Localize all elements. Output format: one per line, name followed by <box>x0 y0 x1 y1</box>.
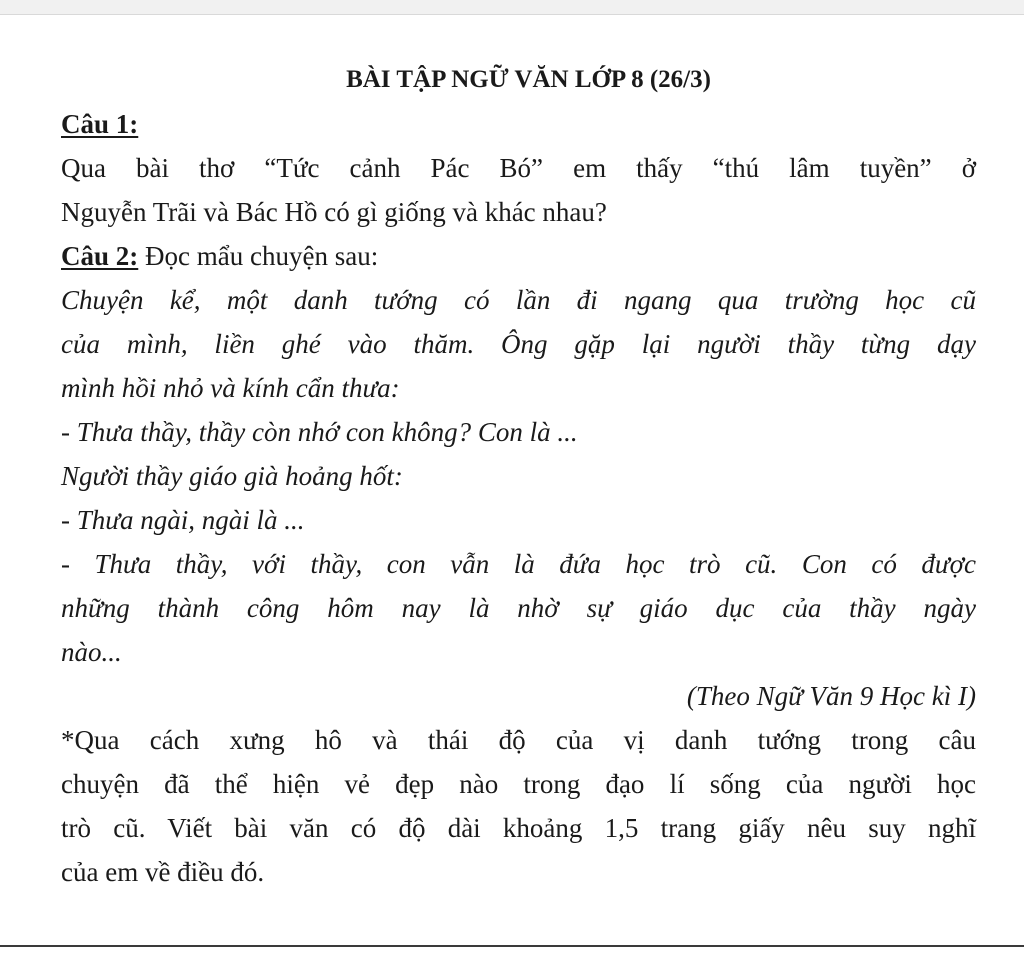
question-2-heading <box>61 234 976 278</box>
question-1-heading <box>61 102 976 146</box>
document-page <box>61 58 976 894</box>
story-line-5: Người thầy giáo già hoảng hốt: <box>61 461 403 491</box>
bottom-divider <box>0 945 1024 947</box>
story-source: (Theo Ngữ Văn 9 Học kì I) <box>686 681 976 711</box>
story-line-6: - Thưa ngài, ngài là ... <box>61 505 305 535</box>
question-1-label: Câu 1: <box>61 109 139 139</box>
story-line-8: những thành công hôm nay là nhờ sự giáo dục của thầy ngày <box>61 593 976 623</box>
task-line-3: trò cũ. Viết bài văn có độ dài khoảng 1,5 trang giấy nêu suy nghĩ <box>61 813 976 843</box>
story-line-3: mình hồi nhỏ và kính cẩn thưa: <box>61 373 400 403</box>
question-1-line-1: Qua bài thơ “Tức cảnh Pác Bó” em thấy “thú lâm tuyền” ở <box>61 153 976 183</box>
task-line-1: *Qua cách xưng hô và thái độ của vị danh tướng trong câu <box>61 725 976 755</box>
question-1-line-2: Nguyễn Trãi và Bác Hồ có gì giống và khác nhau? <box>61 197 607 227</box>
task-line-2: chuyện đã thể hiện vẻ đẹp nào trong đạo lí sống của người học <box>61 769 976 799</box>
document-title: BÀI TẬP NGỮ VĂN LỚP 8 (26/3) <box>346 66 711 93</box>
task-line-4: của em về điều đó. <box>61 857 265 887</box>
story-line-4: - Thưa thầy, thầy còn nhớ con không? Con là ... <box>61 417 578 447</box>
top-bar <box>0 0 1024 15</box>
question-2-label: Câu 2: <box>61 241 139 271</box>
story-line-2: của mình, liền ghé vào thăm. Ông gặp lại người thầy từng dạy <box>61 329 976 359</box>
story-line-1: Chuyện kể, một danh tướng có lần đi ngang qua trường học cũ <box>61 285 976 315</box>
story-line-7: - Thưa thầy, với thầy, con vẫn là đứa học trò cũ. Con có được <box>61 549 976 579</box>
story-line-9: nào... <box>61 637 122 667</box>
question-2-instruction: Đọc mẩu chuyện sau: <box>138 241 379 271</box>
